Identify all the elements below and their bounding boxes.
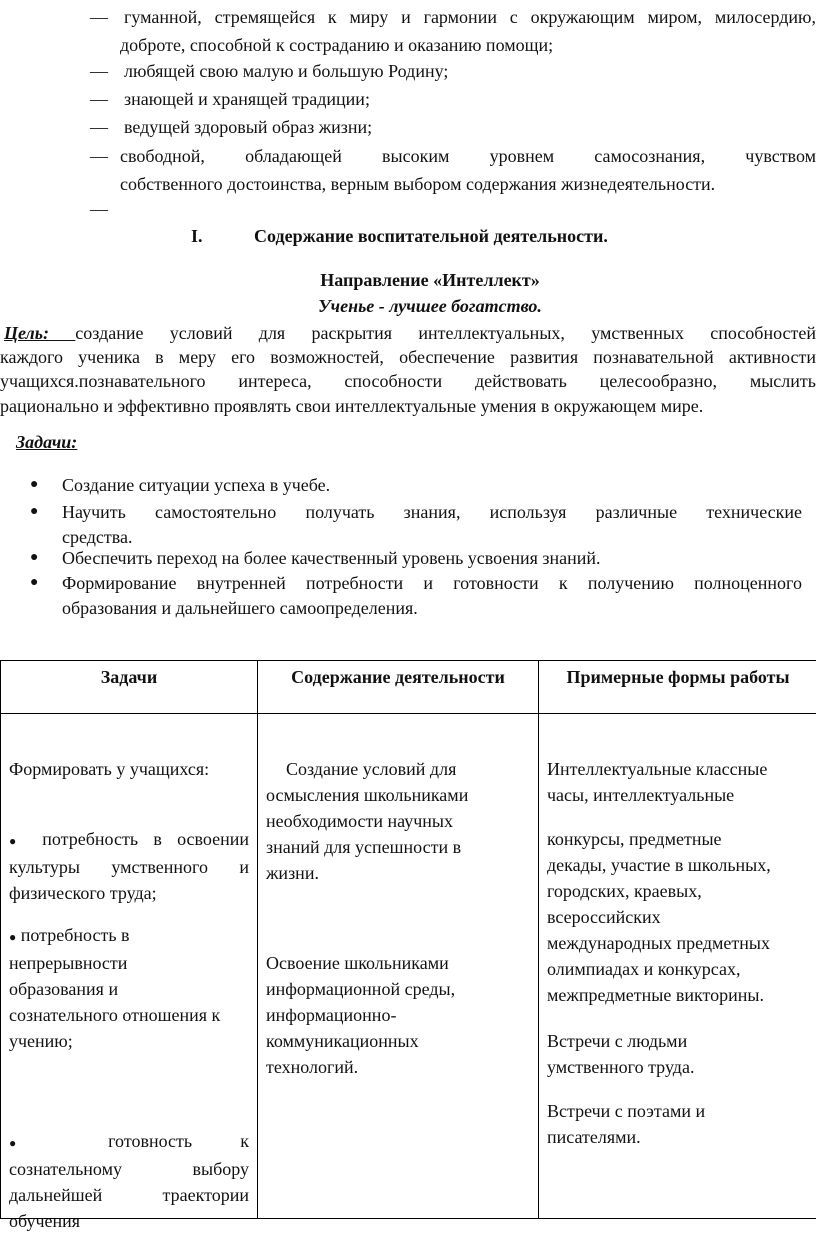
cell-line: физического труда; [9,880,249,906]
cell-text: Формировать у учащихся: [9,756,209,782]
bullet-icon: ● [9,1136,60,1150]
cell-line: Встречи с людьми [547,1028,694,1054]
cell-line: дальнейшей траектории [9,1182,249,1208]
cell-tasks [1,714,258,1219]
table-row [1,714,816,1219]
cell-content [258,714,539,1219]
task-line: средства. [62,524,802,550]
dash-marker: — [90,114,114,140]
section-title: Содержание воспитательной деятельности. [254,226,608,247]
bullet-icon: ● [9,834,27,848]
dash-marker: — [90,86,114,112]
cell-line [9,922,249,950]
list-item-line: свободной, обладающей высоким уровнем самосознания, чувством [120,143,816,169]
cell-line: межпредметные викторины. [547,982,771,1008]
cell-paragraph [266,756,468,886]
goal-text: создание условий для раскрытия интеллектуальных, умственных способностей [75,323,816,343]
dash-marker: — [90,4,114,30]
goal-label: Цель: [4,323,75,343]
header-forms: Примерные формы работы [539,661,816,714]
cell-line [9,1128,249,1156]
dash-marker: — [90,58,114,84]
section-heading [0,226,816,252]
cell-line: жизни. [266,860,468,886]
cell-line: международных предметных [547,930,771,956]
dash-marker: — [90,196,114,222]
list-item-line: знающей и хранящей традиции; [124,86,816,112]
cell-line: Создание условий для [266,756,468,782]
cell-line: необходимости научных [266,808,468,834]
activities-table [0,660,816,1219]
cell-line: информационно- [266,1002,455,1028]
tasks-title: Задачи: [16,432,77,453]
bullet-icon: ● [30,499,38,525]
list-item-line: гуманной, стремящейся к миру и гармонии с окружающим миром, милосердию, [124,4,816,30]
cell-line: всероссийских [547,904,771,930]
cell-line: писателями. [547,1124,705,1150]
goal-line: рационально и эффективно проявлять свои интеллектуальные умения в окружающем мире. [0,393,816,419]
list-item-line: ведущей здоровый образ жизни; [124,114,816,140]
task-line: Обеспечить переход на более качественный уровень усвоения знаний. [62,545,802,571]
cell-bullet-block [9,1128,249,1234]
cell-text: готовность к [108,1131,249,1151]
cell-forms [539,714,816,1219]
cell-line: городских, краевых, [547,878,771,904]
cell-paragraph [266,950,455,1080]
task-line: образования и дальнейшего самоопределения. [62,595,802,621]
cell-line [9,826,249,854]
table-header-row [1,661,816,714]
task-line: Формирование внутренней потребности и готовности к получению полноценного [62,570,802,596]
task-line: Создание ситуации успеха в учебе. [62,472,802,498]
cell-text: потребность в освоении [42,829,249,849]
bullet-icon: ● [9,930,16,944]
cell-line: Интеллектуальные классные [547,756,767,782]
section-number: I. [191,226,203,247]
goal-line: учащихся.познавательного интереса, способности действовать целесообразно, мыслить [0,368,816,394]
cell-line: сознательному выбору [9,1156,249,1182]
goal-line [0,320,816,346]
cell-bullet-block [9,922,249,1054]
cell-line: Встречи с поэтами и [547,1098,705,1124]
cell-bullet-block [9,826,249,906]
cell-line: информационной среды, [266,976,455,1002]
list-item-line: доброте, способной к состраданию и оказанию помощи; [120,32,816,58]
direction-title: Направление «Интеллект» [0,270,816,291]
cell-paragraph [547,1028,694,1080]
direction-motto: Ученье - лучшее богатство. [0,296,816,317]
cell-line: конкурсы, предметные [547,826,771,852]
list-item-line: собственного достоинства, верным выбором содержания жизнедеятельности. [120,171,816,197]
cell-line: культуры умственного и [9,854,249,880]
header-tasks: Задачи [1,661,258,714]
cell-paragraph [547,826,771,1008]
cell-line: учению; [9,1028,249,1054]
bullet-icon: ● [30,545,38,571]
cell-line: декады, участие в школьных, [547,852,771,878]
cell-line: обучения [9,1208,249,1234]
cell-line: осмысления школьниками [266,782,468,808]
cell-line: образования и [9,976,249,1002]
task-line: Научить самостоятельно получать знания, используя различные технические [62,499,802,525]
cell-line: знаний для успешности в [266,834,468,860]
cell-line: часы, интеллектуальные [547,782,767,808]
bullet-icon: ● [30,472,38,498]
cell-line: олимпиадах и конкурсах, [547,956,771,982]
goal-line: каждого ученика в меру его возможностей, обеспечение развития познавательной активности [0,344,816,370]
cell-paragraph [547,1098,705,1150]
bullet-icon: ● [30,570,38,596]
dash-marker: — [90,143,114,169]
cell-paragraph [547,756,767,808]
cell-line: умственного труда. [547,1054,694,1080]
cell-line: коммуникационных [266,1028,455,1054]
cell-line: технологий. [266,1054,455,1080]
header-content: Содержание деятельности [258,661,539,714]
list-item-line: любящей свою малую и большую Родину; [124,58,816,84]
cell-text: потребность в [21,925,130,945]
cell-line: Освоение школьниками [266,950,455,976]
cell-line: непрерывности [9,950,249,976]
cell-line: сознательного отношения к [9,1002,249,1028]
